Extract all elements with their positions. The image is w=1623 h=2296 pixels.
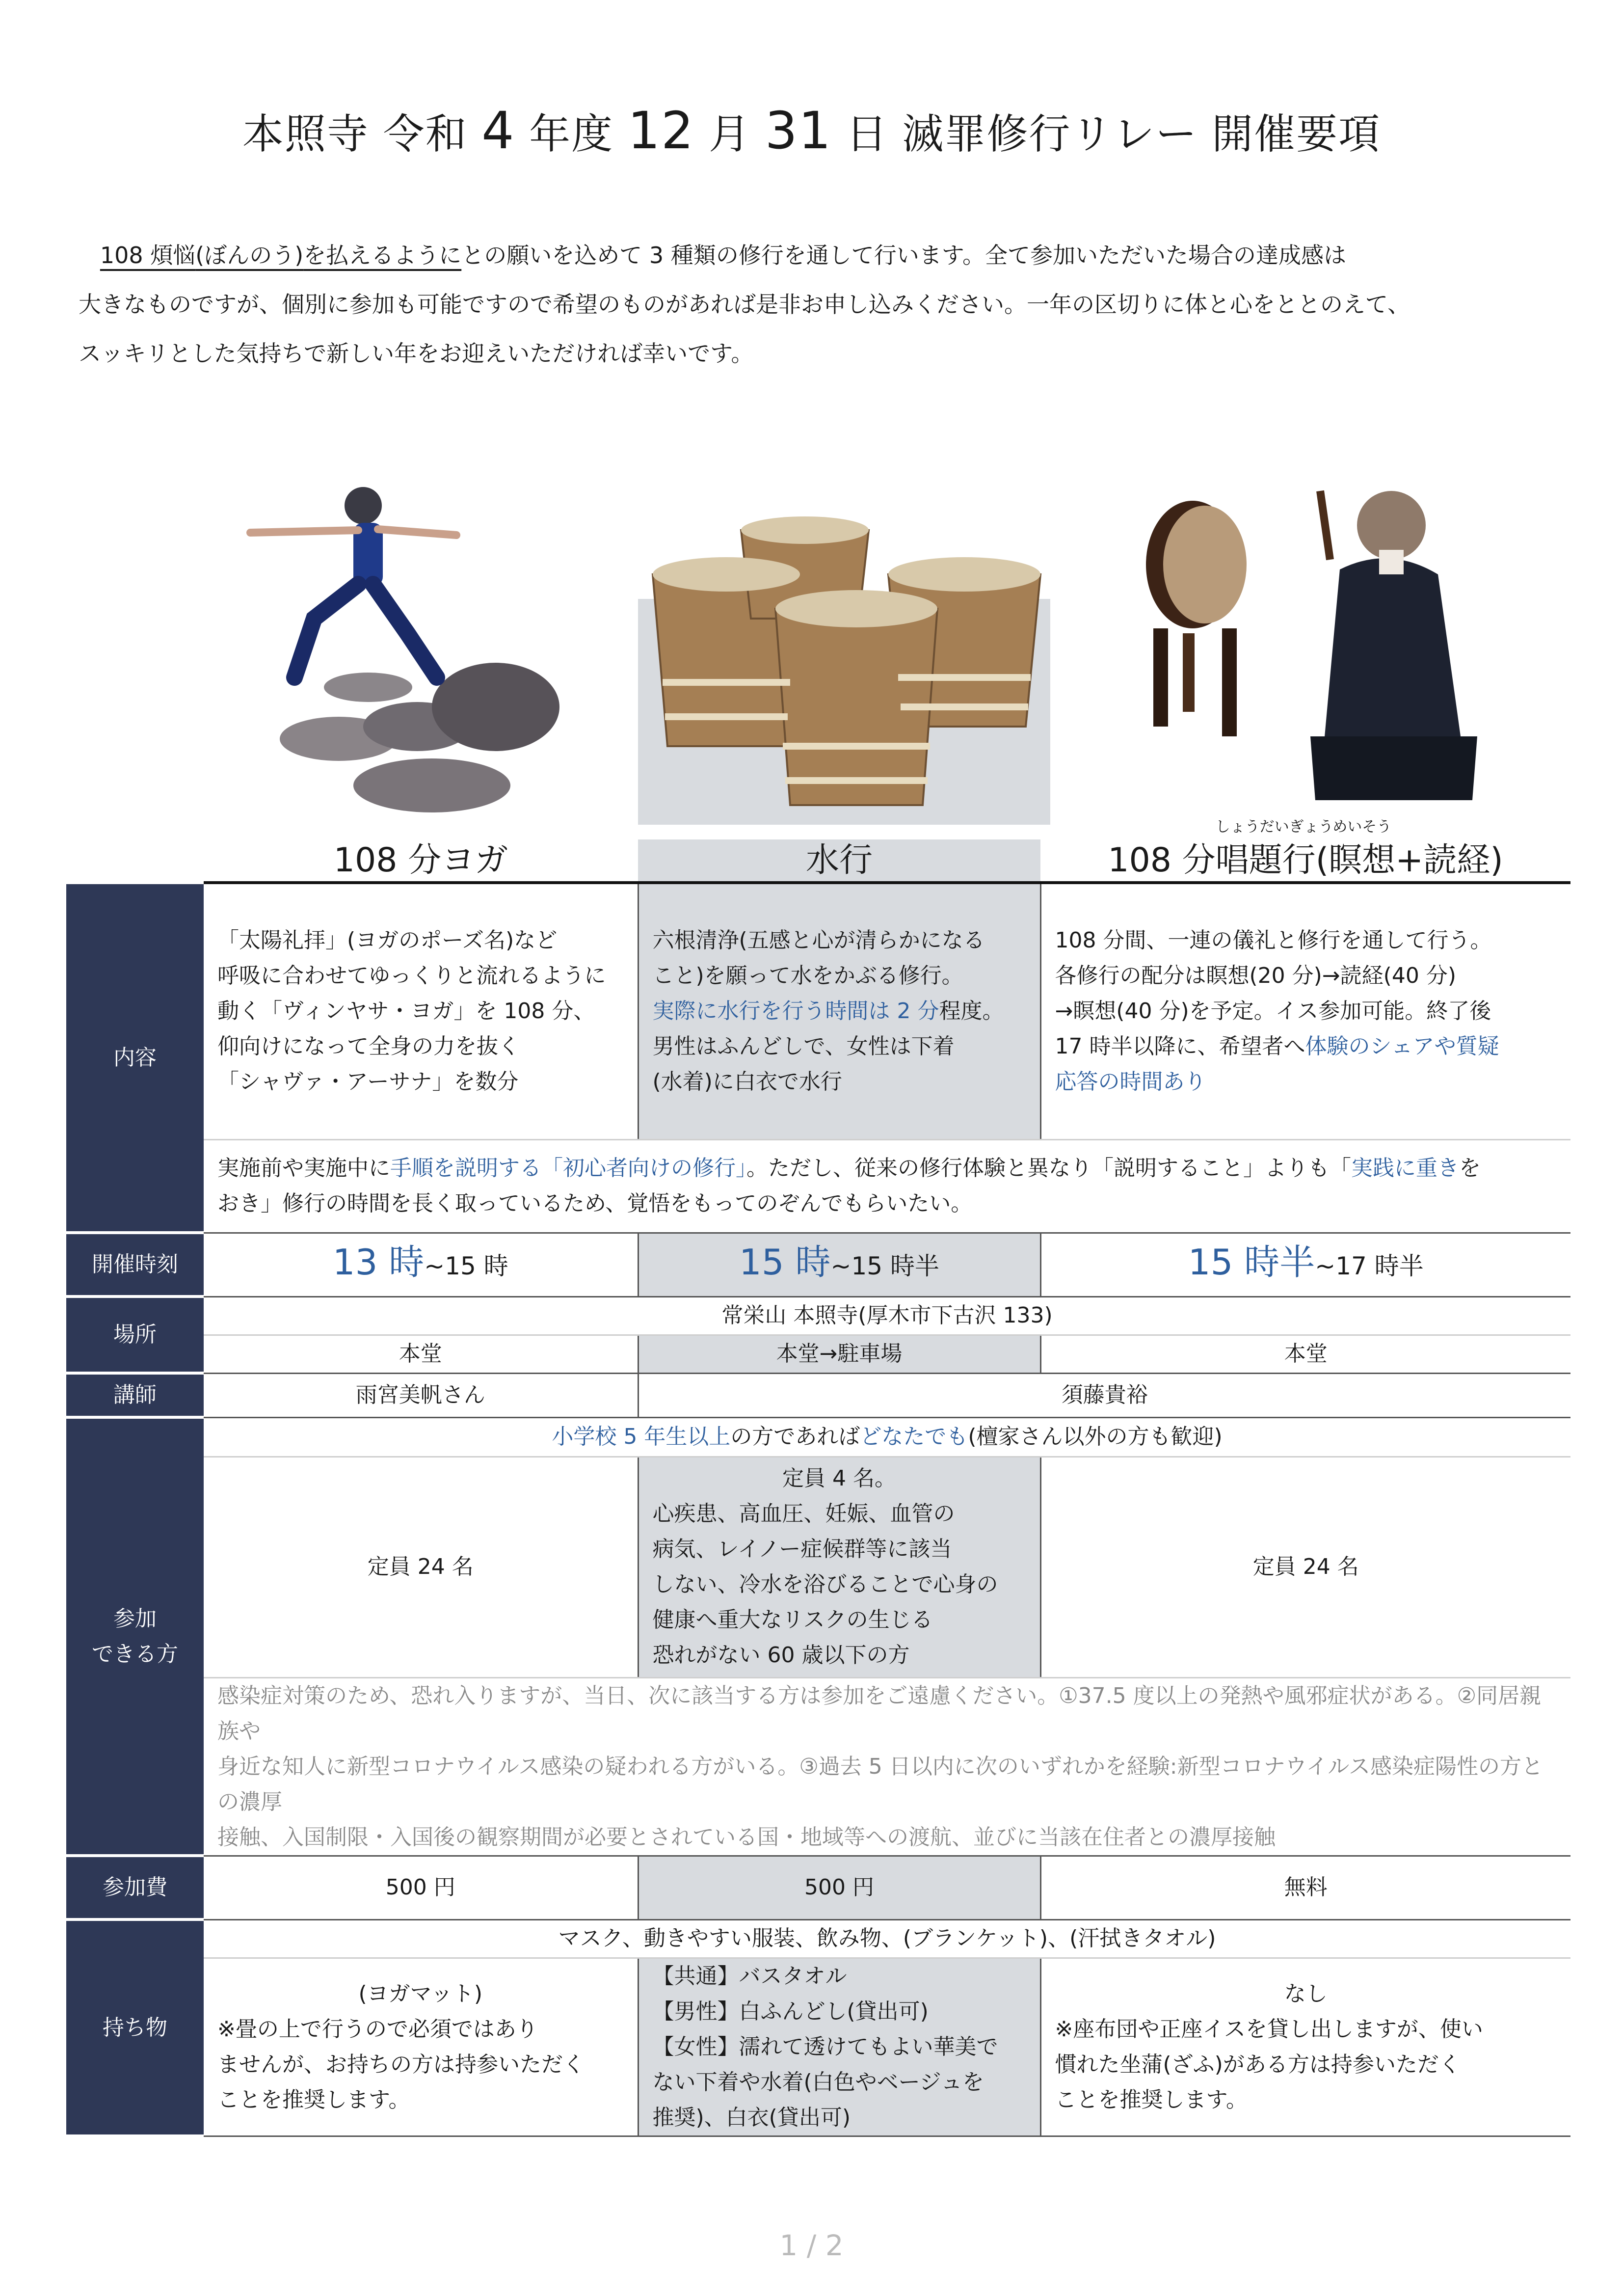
table-row bbox=[66, 1297, 1570, 1335]
column-header-shodaigyo bbox=[1040, 818, 1570, 881]
column-header-text: +読経) bbox=[1395, 841, 1503, 880]
time-end: ~15 時半 bbox=[830, 1251, 939, 1280]
items-line: 推奨)、白衣(貸出可) bbox=[652, 2105, 851, 2130]
content-line: 108 分間、一連の儀礼と修行を通して行う。 bbox=[1055, 928, 1492, 953]
participants-highlight: 小学校 5 年生以上 bbox=[552, 1424, 731, 1449]
items-line: ことを推奨します。 bbox=[1055, 2087, 1248, 2112]
time-suigyo bbox=[638, 1233, 1040, 1297]
title-text: 年度 bbox=[529, 110, 614, 158]
title-text: 月 bbox=[708, 110, 751, 158]
note-text: 。ただし、従来の修行体験と異なり「説明すること」よりも「 bbox=[746, 1156, 1351, 1181]
place-shodaigyo: 本堂 bbox=[1040, 1335, 1570, 1373]
column-header-text: 行 bbox=[1282, 841, 1316, 880]
content-line: 「シャヴァ・アーサナ」を数分 bbox=[217, 1069, 519, 1095]
row-label-fee: 参加費 bbox=[66, 1856, 204, 1919]
row-label-time: 開催時刻 bbox=[66, 1233, 204, 1297]
row-label-content: 内容 bbox=[66, 884, 204, 1233]
participants-text: の方であれば bbox=[730, 1424, 860, 1449]
items-common: マスク、動きやすい服装、飲み物、(ブランケット)、(汗拭きタオル) bbox=[204, 1919, 1570, 1958]
buckets-illustration bbox=[613, 471, 1075, 825]
row-label-text: 参加 bbox=[113, 1606, 157, 1631]
content-line: こと)を願って水をかぶる修行。 bbox=[652, 963, 963, 989]
drum-monk-illustration bbox=[1124, 471, 1482, 825]
content-highlight: 応答の時間あり bbox=[1055, 1069, 1206, 1095]
note-text: を bbox=[1459, 1156, 1481, 1181]
place-common: 常栄山 本照寺(厚木市下古沢 133) bbox=[204, 1297, 1570, 1335]
title-day: 31 bbox=[765, 101, 832, 161]
column-header-text: 唱題 bbox=[1215, 841, 1282, 880]
schedule-table bbox=[66, 884, 1570, 2137]
title-text: 本照寺 令和 bbox=[242, 110, 468, 158]
table-row bbox=[66, 1139, 1570, 1233]
content-line: 17 時半以降に、希望者へ bbox=[1055, 1034, 1305, 1059]
time-end: ~17 時半 bbox=[1315, 1251, 1424, 1280]
items-line: (ヨガマット) bbox=[358, 1981, 483, 2006]
intro-text: との願いを込めて 3 種類の修行を通して行います。全て参加いただいた場合の達成感は bbox=[461, 242, 1347, 269]
content-line: 程度。 bbox=[939, 999, 1004, 1024]
table-row bbox=[66, 1457, 1570, 1677]
content-highlight: 体験のシェアや質疑 bbox=[1305, 1034, 1499, 1059]
participants-line: 定員 4 名。 bbox=[782, 1466, 896, 1491]
fee-amount: 500 bbox=[804, 1875, 846, 1900]
table-row bbox=[66, 1335, 1570, 1373]
column-header-text: ( bbox=[1315, 841, 1329, 880]
column-header-suigyo: 水行 bbox=[638, 839, 1040, 881]
note-highlight: 実践に重き bbox=[1351, 1156, 1459, 1181]
participants-suigyo bbox=[638, 1457, 1040, 1677]
fee-yoga bbox=[204, 1856, 638, 1919]
content-line: 男性はふんどしで、女性は下着 bbox=[652, 1034, 955, 1059]
table-row bbox=[66, 1373, 1570, 1417]
participants-line: 心疾患、高血圧、妊娠、血管の bbox=[652, 1501, 955, 1526]
notice-line: 感染症対策のため、恐れ入りますが、当日、次に該当する方は参加をご遠慮ください。①37.5 度以上の発熱や風邪症状がある。②同居親族や bbox=[217, 1683, 1542, 1744]
items-line: ことを推奨します。 bbox=[217, 2087, 410, 2112]
yoga-illustration bbox=[221, 471, 613, 825]
row-label-place: 場所 bbox=[66, 1297, 204, 1373]
note-highlight: 手順を説明する「初心者向けの修行」 bbox=[390, 1156, 746, 1181]
time-shodaigyo bbox=[1040, 1233, 1570, 1297]
note-text: おき」修行の時間を長く取っているため、覚悟をもってのぞんでもらいたい。 bbox=[217, 1191, 973, 1216]
infection-notice bbox=[204, 1677, 1570, 1856]
table-row bbox=[66, 1417, 1570, 1457]
content-line: 呼吸に合わせてゆっくりと流れるように bbox=[217, 963, 606, 989]
intro-underlined: (ぼんのう) bbox=[195, 242, 304, 269]
participants-shodaigyo: 定員 24 名 bbox=[1040, 1457, 1570, 1677]
items-line: ない下着や水着(白色やベージュを bbox=[652, 2069, 984, 2095]
intro-paragraph bbox=[79, 231, 1551, 378]
content-line: 六根清浄(五感と心が清らかになる bbox=[652, 928, 985, 953]
time-start: 15 時半 bbox=[1188, 1241, 1315, 1283]
fee-amount: 500 bbox=[385, 1875, 427, 1900]
items-suigyo bbox=[638, 1958, 1040, 2136]
participants-line: 病気、レイノー症候群等に該当 bbox=[652, 1537, 952, 1562]
participants-yoga: 定員 24 名 bbox=[204, 1457, 638, 1677]
content-shodaigyo bbox=[1040, 884, 1570, 1139]
intro-text: 大きなものですが、個別に参加も可能ですので希望のものがあれば是非お申し込みください。一年の区切りに体と心をととのえて、 bbox=[79, 291, 1410, 318]
notice-line: 身近な知人に新型コロナウイルス感染の疑われる方がいる。③過去 5 日以内に次のいずれかを経験:新型コロナウイルス感染症陽性の方との濃厚 bbox=[217, 1754, 1543, 1814]
fee-suigyo bbox=[638, 1856, 1040, 1919]
items-line: 【男性】白ふんどし(貸出可) bbox=[652, 1999, 929, 2024]
page-number: 1 / 2 bbox=[779, 2229, 844, 2262]
participants-line: 恐れがない 60 歳以下の方 bbox=[652, 1643, 910, 1668]
table-row bbox=[66, 1856, 1570, 1919]
title-year: 4 bbox=[481, 101, 515, 161]
time-end: ~15 時 bbox=[424, 1251, 508, 1280]
items-line: 慣れた坐蒲(ざふ)がある方は持参いただく bbox=[1055, 2052, 1461, 2077]
place-yoga: 本堂 bbox=[204, 1335, 638, 1373]
table-row bbox=[66, 884, 1570, 1139]
notice-line: 接触、入国制限・入国後の観察期間が必要とされている国・地域等への渡航、並びに当該在住者との濃厚接触 bbox=[217, 1824, 1276, 1850]
table-row bbox=[66, 1919, 1570, 1958]
content-suigyo bbox=[638, 884, 1040, 1139]
items-line: ませんが、お持ちの方は持参いただく bbox=[217, 2052, 585, 2077]
participants-line: 健康へ重大なリスクの生じる bbox=[652, 1607, 933, 1632]
note-text: 実施前や実施中に bbox=[217, 1156, 390, 1181]
row-label-teacher: 講師 bbox=[66, 1373, 204, 1417]
content-yoga bbox=[204, 884, 638, 1139]
title-text: 日 滅罪修行リレー 開催要項 bbox=[846, 110, 1381, 158]
time-start: 15 時 bbox=[739, 1241, 831, 1283]
participants-text: (檀家さん以外の方も歓迎) bbox=[968, 1424, 1223, 1449]
table-row bbox=[66, 1958, 1570, 2136]
intro-underlined: 108 煩悩 bbox=[100, 242, 196, 269]
content-line: →瞑想(40 分)を予定。イス参加可能。終了後 bbox=[1055, 999, 1491, 1024]
content-highlight: 実際に bbox=[652, 999, 718, 1024]
content-line: (水着)に白衣で水行 bbox=[652, 1069, 842, 1095]
fee-shodaigyo: 無料 bbox=[1040, 1856, 1570, 1919]
page-title bbox=[0, 101, 1623, 161]
content-note bbox=[204, 1139, 1570, 1233]
row-label-items: 持ち物 bbox=[66, 1919, 204, 2136]
items-yoga bbox=[204, 1958, 638, 2136]
items-shodaigyo bbox=[1040, 1958, 1570, 2136]
items-line: ※畳の上で行うので必須ではあり bbox=[217, 2016, 538, 2042]
row-label-participants bbox=[66, 1417, 204, 1856]
column-header-text: 瞑想 bbox=[1329, 841, 1396, 880]
title-month: 12 bbox=[627, 101, 695, 161]
table-row bbox=[66, 1677, 1570, 1856]
fee-unit: 円 bbox=[433, 1875, 455, 1900]
content-line: 「太陽礼拝」(ヨガのポーズ名)など bbox=[217, 928, 558, 953]
items-line: 【共通】バスタオル bbox=[652, 1963, 847, 1989]
fee-unit: 円 bbox=[852, 1875, 874, 1900]
teacher-other: 須藤貴裕 bbox=[638, 1373, 1570, 1417]
time-yoga bbox=[204, 1233, 638, 1297]
furigana: めいそう bbox=[1332, 818, 1392, 836]
table-row bbox=[66, 1233, 1570, 1297]
furigana: しょうだいぎょう bbox=[1215, 818, 1333, 836]
content-highlight: 水行を行う時間は 2 分 bbox=[717, 999, 939, 1024]
intro-text: スッキリとした気持ちで新しい年をお迎えいただければ幸いです。 bbox=[79, 340, 754, 367]
row-label-text: できる方 bbox=[92, 1641, 178, 1667]
teacher-yoga: 雨宮美帆さん bbox=[204, 1373, 638, 1417]
intro-underlined: を払えるように bbox=[303, 242, 462, 269]
participants-common bbox=[204, 1417, 1570, 1457]
participants-line: しない、冷水を浴びることで心身の bbox=[652, 1572, 998, 1597]
content-line: 各修行の配分は瞑想(20 分)→読経(40 分) bbox=[1055, 963, 1456, 989]
place-suigyo: 本堂→駐車場 bbox=[638, 1335, 1040, 1373]
time-start: 13 時 bbox=[332, 1241, 425, 1283]
column-header-yoga: 108 分ヨガ bbox=[333, 841, 508, 880]
content-line: 動く「ヴィンヤサ・ヨガ」を 108 分、 bbox=[217, 999, 595, 1024]
items-line: ※座布団や正座イスを貸し出しますが、使い bbox=[1055, 2016, 1483, 2042]
items-line: 【女性】濡れて透けてもよい華美で bbox=[652, 2034, 998, 2059]
participants-highlight: どなたでも bbox=[860, 1424, 968, 1449]
column-header-text: 108 分 bbox=[1108, 841, 1216, 880]
items-line: なし bbox=[1284, 1981, 1328, 2006]
content-line: 仰向けになって全身の力を抜く bbox=[217, 1034, 520, 1059]
